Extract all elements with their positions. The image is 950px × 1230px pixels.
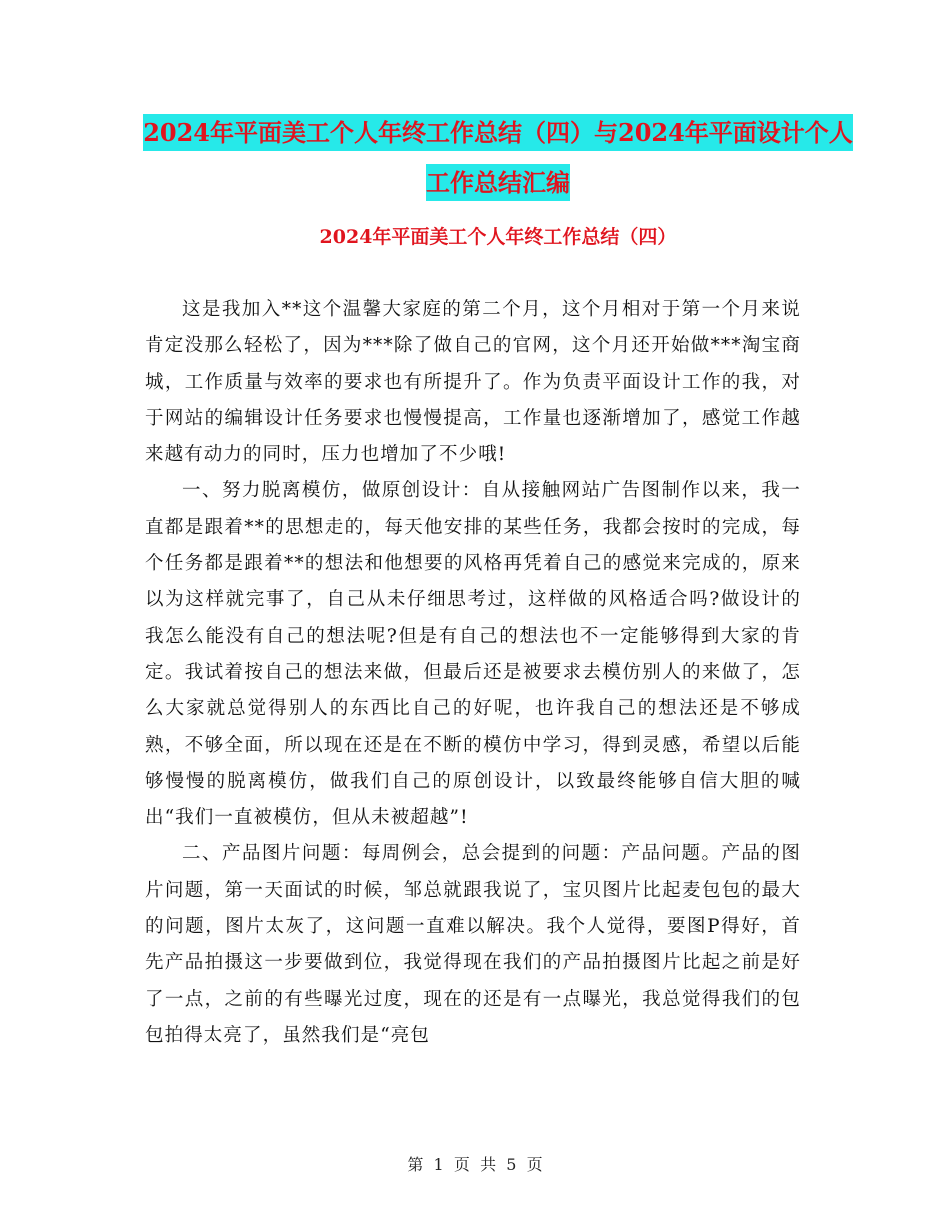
document-title <box>140 108 856 208</box>
page-footer: 第 1 页 共 5 页 <box>407 1155 543 1174</box>
paragraph-point-two: 二、产品图片问题：每周例会，总会提到的问题：产品问题。产品的图片问题，第一天面试的时候，邹总就跟我说了，宝贝图片比起麦包包的最大的问题，图片太灰了，这问题一直难以解决。我个人觉得，要图P得好，首先产品拍摄这一步要做到位，我觉得现在我们的产品拍摄图片比起之前是好了一点，之前的有些曝光过度，现在的还是有一点曝光，我总觉得我们的包包拍得太亮了，虽然我们是“亮包 <box>145 843 801 1046</box>
paragraph-point-one: 一、努力脱离模仿，做原创设计：自从接触网站广告图制作以来，我一直都是跟着**的思想走的，每天他安排的某些任务，我都会按时的完成，每个任务都是跟着**的想法和他想要的风格再凭着自己的感觉来完成的，原来以为这样就完事了，自己从未仔细思考过，这样做的风格适合吗?做设计的我怎么能没有自己的想法呢?但是有自己的想法也不一定能够得到大家的肯定。我试着按自己的想法来做，但最后还是被要求去模仿别人的来做了，怎么大家就总觉得别人的东西比自己的好呢，也许我自己的想法还是不够成熟，不够全面，所以现在还是在不断的模仿中学习，得到灵感，希望以后能够慢慢的脱离模仿，做我们自己的原创设计，以致最终能够自信大胆的喊出“我们一直被模仿，但从未被超越”! <box>145 480 801 829</box>
document-title-text: 2024年平面美工个人年终工作总结（四）与2024年平面设计个人工作总结汇编 <box>143 114 853 201</box>
section-title: 2024年平面美工个人年终工作总结（四） <box>319 226 677 248</box>
body-text <box>145 292 801 1054</box>
paragraph-intro: 这是我加入**这个温馨大家庭的第二个月，这个月相对于第一个月来说肯定没那么轻松了，因为***除了做自己的官网，这个月还开始做***淘宝商城，工作质量与效率的要求也有所提升了。作为负责平面设计工作的我，对于网站的编辑设计任务要求也慢慢提高，工作量也逐渐增加了，感觉工作越来越有动力的同时，压力也增加了不少哦! <box>145 299 801 466</box>
